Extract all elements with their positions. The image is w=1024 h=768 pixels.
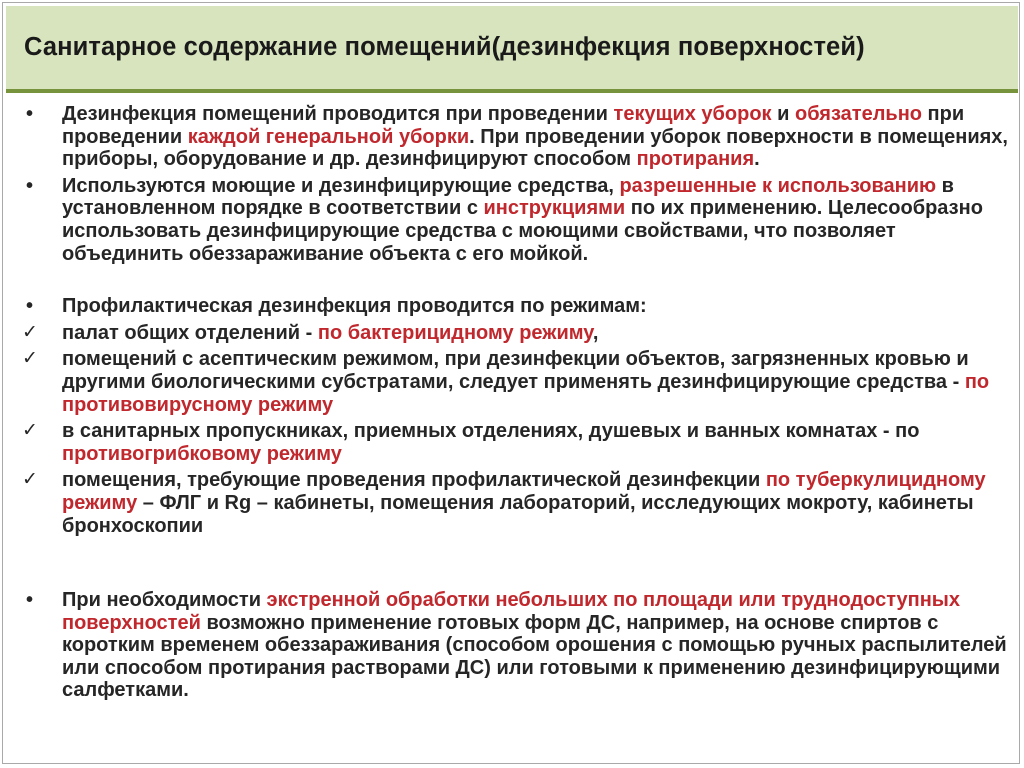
bullet-item <box>18 589 1008 702</box>
highlighted-text: разрешенные к использованию <box>619 174 937 197</box>
check-icon: ✓ <box>22 321 38 343</box>
highlighted-text: текущих уборок <box>613 103 772 125</box>
highlighted-text: протирания <box>636 148 755 171</box>
text-segment: помещения, требующие проведения профилактической дезинфекции <box>62 469 766 492</box>
spacer <box>18 541 1008 589</box>
highlighted-text: инструкциями <box>483 197 626 220</box>
highlighted-text: по туберкулицидному режиму <box>62 469 986 514</box>
checklist-item <box>18 420 1008 465</box>
bullet-icon: • <box>26 174 34 197</box>
text-segment: Профилактическая дезинфекция проводится по режимам: <box>62 295 647 318</box>
bullet-item <box>18 175 1008 265</box>
check-icon: ✓ <box>22 348 38 370</box>
text-segment: и <box>771 103 795 125</box>
text-segment: по их применению. Целесообразно использовать дезинфицирующие средства с моющими свойствами, что позволяет объединить обеззараживание объекта с его мойкой. <box>62 197 983 265</box>
text-segment: Дезинфекция помещений проводится при проведении <box>62 103 614 125</box>
text-segment: Используются моющие и дезинфицирующие средства, <box>62 174 620 197</box>
bullet-icon: • <box>26 589 34 612</box>
bullet-item <box>18 103 1008 171</box>
slide-title: Санитарное содержание помещений(дезинфекция поверхностей) <box>24 33 865 61</box>
slide-content <box>18 103 1008 706</box>
text-segment: , <box>592 321 599 344</box>
text-segment: – ФЛГ и Rg – кабинеты, помещения лабораторий, исследующих мокроту, кабинеты бронхоскопии <box>62 491 974 537</box>
checklist-item <box>18 348 1008 416</box>
text-segment: возможно применение готовых форм ДС, например, на основе спиртов с коротким временем обеззараживания (способом орошения с помощью ручных распылителей или способом протирания растворами ДС) или готовыми к применению дезинфицирующими салфетками. <box>62 611 1007 702</box>
check-icon: ✓ <box>22 420 38 442</box>
text-segment: палат общих отделений - <box>62 321 318 344</box>
bullet-icon: • <box>26 295 34 318</box>
highlighted-text: каждой генеральной уборки <box>187 125 470 148</box>
highlighted-text: экстренной обработки небольших по площади или труднодоступных поверхностей <box>62 589 961 634</box>
checklist-item <box>18 322 1008 345</box>
text-segment: При необходимости <box>62 589 267 612</box>
bullet-icon: • <box>26 103 34 125</box>
spacer <box>18 269 1008 295</box>
text-segment: . При проведении уборок поверхности в помещениях, приборы, оборудование и др. дезинфицируют способом <box>62 125 1008 171</box>
title-bar <box>6 6 1018 93</box>
check-icon: ✓ <box>22 469 38 491</box>
highlighted-text: по бактерицидному режиму <box>317 321 593 344</box>
text-segment: в санитарных пропускниках, приемных отделениях, душевых и ванных комнатах - по <box>62 420 920 443</box>
highlighted-text: обязательно <box>795 103 922 125</box>
checklist-item <box>18 469 1008 537</box>
text-segment: помещений с асептическим режимом, при дезинфекции объектов, загрязненных кровью и другими биологическими субстратами, следует применять дезинфицирующие средства - <box>62 348 969 393</box>
bullet-item <box>18 295 1008 318</box>
text-segment: при проведении <box>62 103 965 148</box>
text-segment: в установленном порядке в соответствии с <box>62 174 954 220</box>
highlighted-text: противогрибковому режиму <box>62 442 342 465</box>
text-segment: . <box>754 148 760 171</box>
highlighted-text: по противовирусному режиму <box>62 370 990 416</box>
